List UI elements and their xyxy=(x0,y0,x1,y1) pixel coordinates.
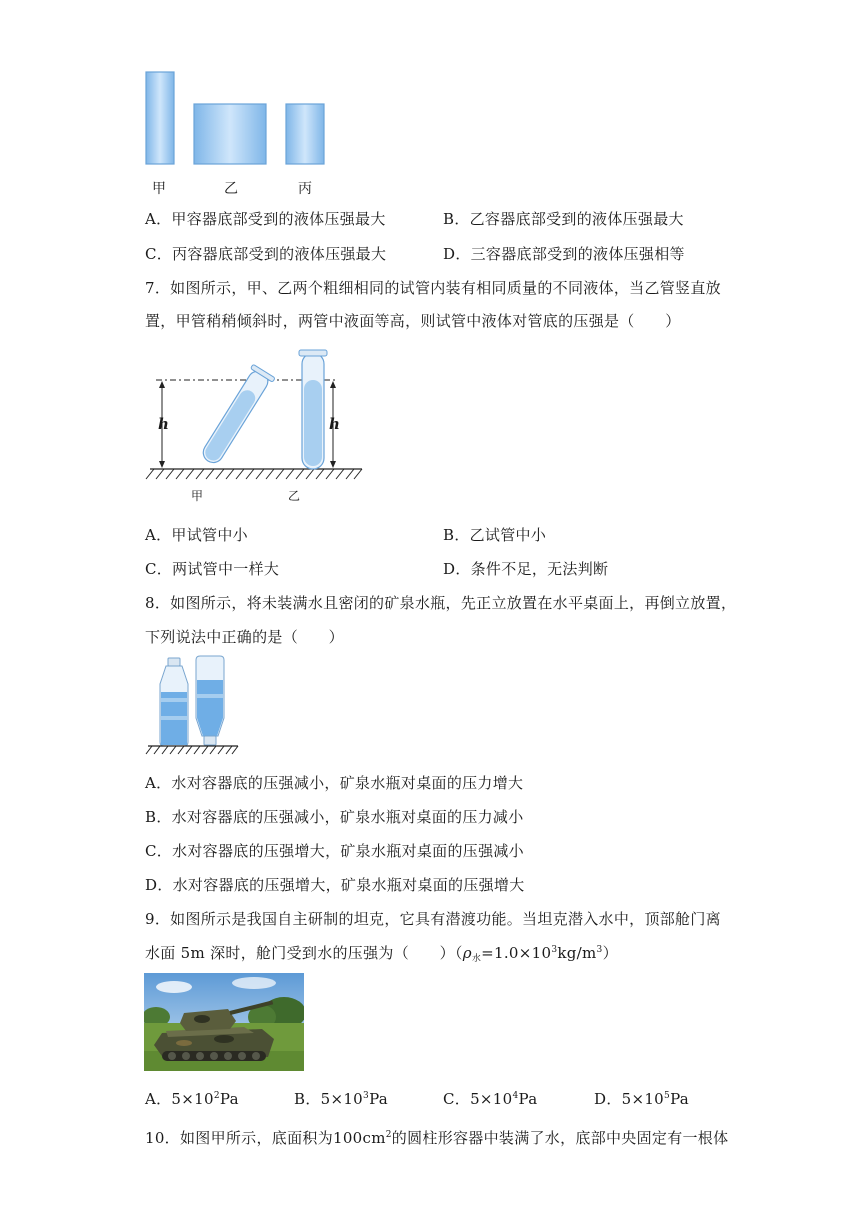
q6-option-c: C．丙容器底部受到的液体压强最大 xyxy=(145,245,387,263)
container-jia xyxy=(146,72,174,164)
q9-option-d-exp: 5 xyxy=(664,1091,671,1101)
q10-area-exp: 2 xyxy=(385,1130,392,1140)
q8-option-c: C．水对容器底的压强增大，矿泉水瓶对桌面的压强减小 xyxy=(145,842,524,860)
rho-symbol: ρ xyxy=(462,944,472,962)
container-label-yi: 乙 xyxy=(224,181,238,197)
container-label-jia: 甲 xyxy=(152,181,166,197)
q7-fig-label-yi: 乙 xyxy=(288,489,301,503)
tank-photo xyxy=(144,973,304,1071)
q10-area: 100cm xyxy=(333,1129,386,1147)
water-bottles-figure xyxy=(140,654,250,758)
q9-option-d xyxy=(594,1088,689,1109)
q9-option-d-unit: Pa xyxy=(670,1090,690,1108)
q9-option-b-exp: 3 xyxy=(363,1091,370,1101)
q7-h-label-right: h xyxy=(329,415,340,433)
density-value: =1.0×10 xyxy=(481,944,552,962)
close-paren: ） xyxy=(602,944,618,962)
q10-stem xyxy=(145,1127,728,1148)
containers-figure xyxy=(140,66,340,170)
q7-fig-label-jia: 甲 xyxy=(191,489,204,503)
q9-option-b-prefix: B．5×10 xyxy=(294,1090,364,1108)
bottle-upright xyxy=(160,658,188,746)
container-bing xyxy=(286,104,324,164)
q9-stem-line2 xyxy=(145,942,618,963)
q7-option-d: D．条件不足，无法判断 xyxy=(443,560,609,578)
container-yi xyxy=(194,104,266,164)
q7-option-a: A．甲试管中小 xyxy=(145,526,248,544)
bottle-inverted xyxy=(196,656,224,745)
q7-h-label-left: h xyxy=(158,415,169,433)
q9-option-a-exp: 2 xyxy=(213,1091,220,1101)
q6-option-d: D．三容器底部受到的液体压强相等 xyxy=(443,245,685,263)
test-tubes-figure xyxy=(140,345,380,505)
q9-option-d-prefix: D．5×10 xyxy=(594,1090,665,1108)
q10-stem-a: 10．如图甲所示，底面积为 xyxy=(145,1129,333,1147)
container-label-bing: 丙 xyxy=(298,181,312,197)
q10-stem-c: 的圆柱形容器中装满了水，底部中央固定有一根体 xyxy=(391,1129,729,1147)
q9-option-c xyxy=(443,1088,537,1109)
q9-stem-line1: 9．如图所示是我国自主研制的坦克，它具有潜渡功能。当坦克潜入水中，顶部舱门离 xyxy=(145,910,721,928)
q9-option-c-prefix: C．5×10 xyxy=(443,1090,513,1108)
q9-option-a-unit: Pa xyxy=(219,1090,239,1108)
q8-stem-line2: 下列说法中正确的是（ ） xyxy=(145,628,344,646)
q9-option-c-exp: 4 xyxy=(512,1091,519,1101)
density-unit: kg/m xyxy=(557,944,597,962)
q9-option-a-prefix: A．5×10 xyxy=(145,1090,214,1108)
q9-option-b xyxy=(294,1088,388,1109)
q6-option-a: A．甲容器底部受到的液体压强最大 xyxy=(145,210,386,228)
density-unit-exponent: 3 xyxy=(596,945,603,955)
q9-stem-text: 水面 5m 深时，舱门受到水的压强为（ ）（ xyxy=(145,944,463,962)
q7-stem-line2: 置，甲管稍稍倾斜时，两管中液面等高，则试管中液体对管底的压强是（ ） xyxy=(145,312,681,330)
q7-option-b: B．乙试管中小 xyxy=(443,526,547,544)
q9-option-c-unit: Pa xyxy=(518,1090,538,1108)
q9-option-a xyxy=(145,1088,239,1109)
q7-option-c: C．两试管中一样大 xyxy=(145,560,280,578)
q9-option-b-unit: Pa xyxy=(369,1090,389,1108)
q6-option-b: B．乙容器底部受到的液体压强最大 xyxy=(443,210,684,228)
density-exponent: 3 xyxy=(551,945,558,955)
q7-stem-line1: 7．如图所示，甲、乙两个粗细相同的试管内装有相同质量的不同液体，当乙管竖直放 xyxy=(145,279,721,297)
rho-subscript: 水 xyxy=(471,954,482,964)
q8-stem-line1: 8．如图所示，将未装满水且密闭的矿泉水瓶，先正立放置在水平桌面上，再倒立放置， xyxy=(145,594,737,612)
q8-option-d: D．水对容器底的压强增大，矿泉水瓶对桌面的压强增大 xyxy=(145,876,525,894)
q8-option-a: A．水对容器底的压强减小，矿泉水瓶对桌面的压力增大 xyxy=(145,774,524,792)
q8-option-b: B．水对容器底的压强减小，矿泉水瓶对桌面的压力减小 xyxy=(145,808,524,826)
